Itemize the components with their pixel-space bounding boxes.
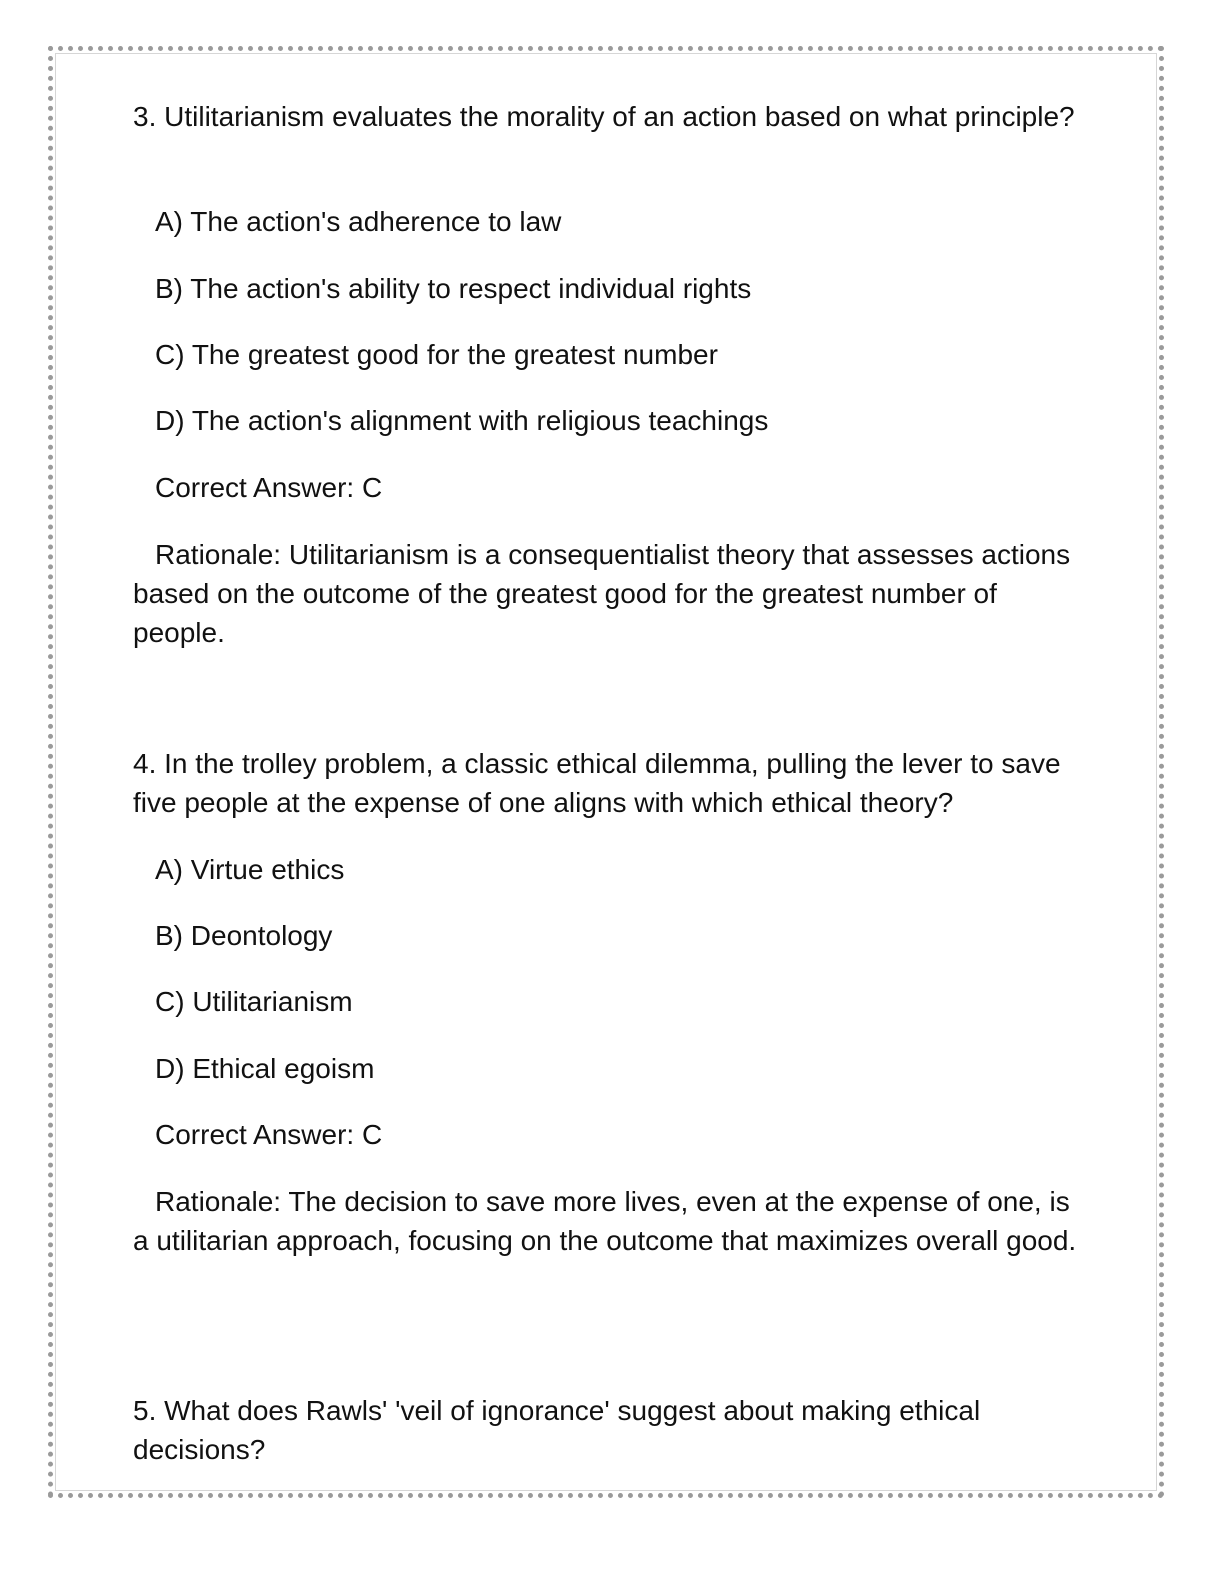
question-4-option-b: B) Deontology — [155, 920, 333, 951]
question-4-option-d: D) Ethical egoism — [155, 1053, 375, 1084]
question-3-option-a: A) The action's adherence to law — [155, 206, 562, 237]
question-5: 5. What does Rawls' 'veil of ignorance' suggest about making ethical decisions? — [133, 1395, 981, 1465]
question-4-option-c: C) Utilitarianism — [155, 986, 353, 1017]
question-4-correct-answer: Correct Answer: C — [155, 1119, 383, 1150]
question-3-option-c: C) The greatest good for the greatest number — [155, 339, 718, 370]
question-3-rationale: Rationale: Utilitarianism is a consequentialist theory that assesses actions based on the outcome of the greatest good for the greatest number of people. — [133, 539, 1071, 648]
question-4: 4. In the trolley problem, a classic ethical dilemma, pulling the lever to save five people at the expense of one aligns with which ethical theory? — [133, 748, 1061, 818]
question-3-option-b: B) The action's ability to respect individual rights — [155, 273, 752, 304]
question-3-correct-answer: Correct Answer: C — [155, 472, 383, 503]
question-3-option-d: D) The action's alignment with religious teachings — [155, 405, 769, 436]
question-3: 3. Utilitarianism evaluates the morality of an action based on what principle? — [133, 101, 1075, 132]
question-4-option-a: A) Virtue ethics — [155, 854, 345, 885]
question-4-rationale: Rationale: The decision to save more lives, even at the expense of one, is a utilitarian approach, focusing on the outcome that maximizes overall good. — [133, 1186, 1077, 1256]
